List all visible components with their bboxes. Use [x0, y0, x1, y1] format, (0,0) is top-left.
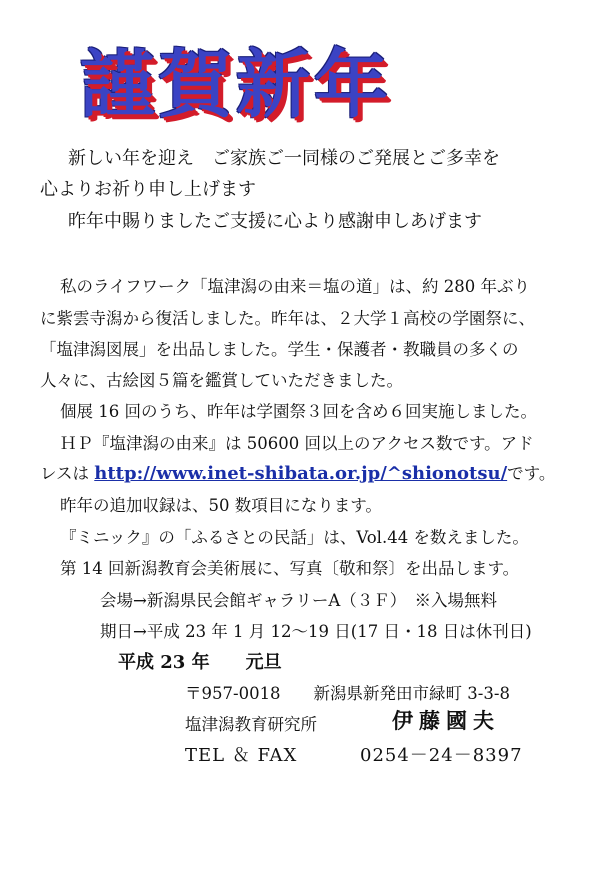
author-name: 伊藤國夫 [392, 708, 500, 733]
period-line: 期日→平成 23 年 1 月 12～19 日(17 日・18 日は休刊日) [100, 622, 532, 641]
organization-name: 塩津潟教育研究所 [185, 715, 317, 734]
tel-fax-label: TEL ＆ FAX [185, 745, 298, 766]
greeting-line-1: 新しい年を迎え ご家族ご一同様のご発展とご多幸を [68, 148, 500, 169]
homepage-link[interactable]: http://www.inet-shibata.or.jp/^shionotsu/ [94, 463, 508, 484]
venue-line: 会場→新潟県民会館ギャラリーA（３Ｆ） ※入場無料 [100, 591, 497, 610]
paragraph-2: 個展 16 回のうち、昨年は学園祭３回を含め６回実施しました。 [60, 402, 537, 421]
tel-fax-number: 0254－24－8397 [360, 745, 523, 766]
paragraph-1-line-2: に紫雲寺潟から復活しました。昨年は、２大学１高校の学園祭に、 [40, 309, 535, 328]
paragraph-4: 昨年の追加収録は、50 数項目になります。 [60, 496, 382, 515]
greeting-line-3: 昨年中賜りましたご支援に心より感謝申しあげます [68, 211, 482, 232]
date-line: 平成 23 年 元旦 [118, 652, 282, 673]
paragraph-5: 『ミニック』の「ふるさとの民話」は、Vol.44 を数えました。 [60, 528, 529, 547]
paragraph-6: 第 14 回新潟教育会美術展に、写真〔敬和祭〕を出品します。 [60, 559, 520, 578]
address-suffix: です。 [507, 464, 556, 483]
address-prefix: レスは [40, 464, 90, 483]
greeting-title: 謹賀新年 [80, 42, 392, 128]
paragraph-1-line-3: 「塩津潟図展」を出品しました。学生・保護者・教職員の多くの [40, 340, 519, 359]
greeting-line-2: 心よりお祈り申し上げます [40, 179, 256, 200]
paragraph-1-line-4: 人々に、古絵図５篇を鑑賞していただきました。 [40, 371, 403, 390]
postal-address: 〒957-0018 新潟県新発田市緑町 3-3-8 [185, 684, 510, 703]
paragraph-3-line-1: ＨＰ『塩津潟の由来』は 50600 回以上のアクセス数です。アド [60, 434, 534, 453]
paragraph-1-line-1: 私のライフワーク「塩津潟の由来＝塩の道」は、約 280 年ぶり [60, 277, 530, 296]
paragraph-3-line-2 [40, 463, 555, 485]
